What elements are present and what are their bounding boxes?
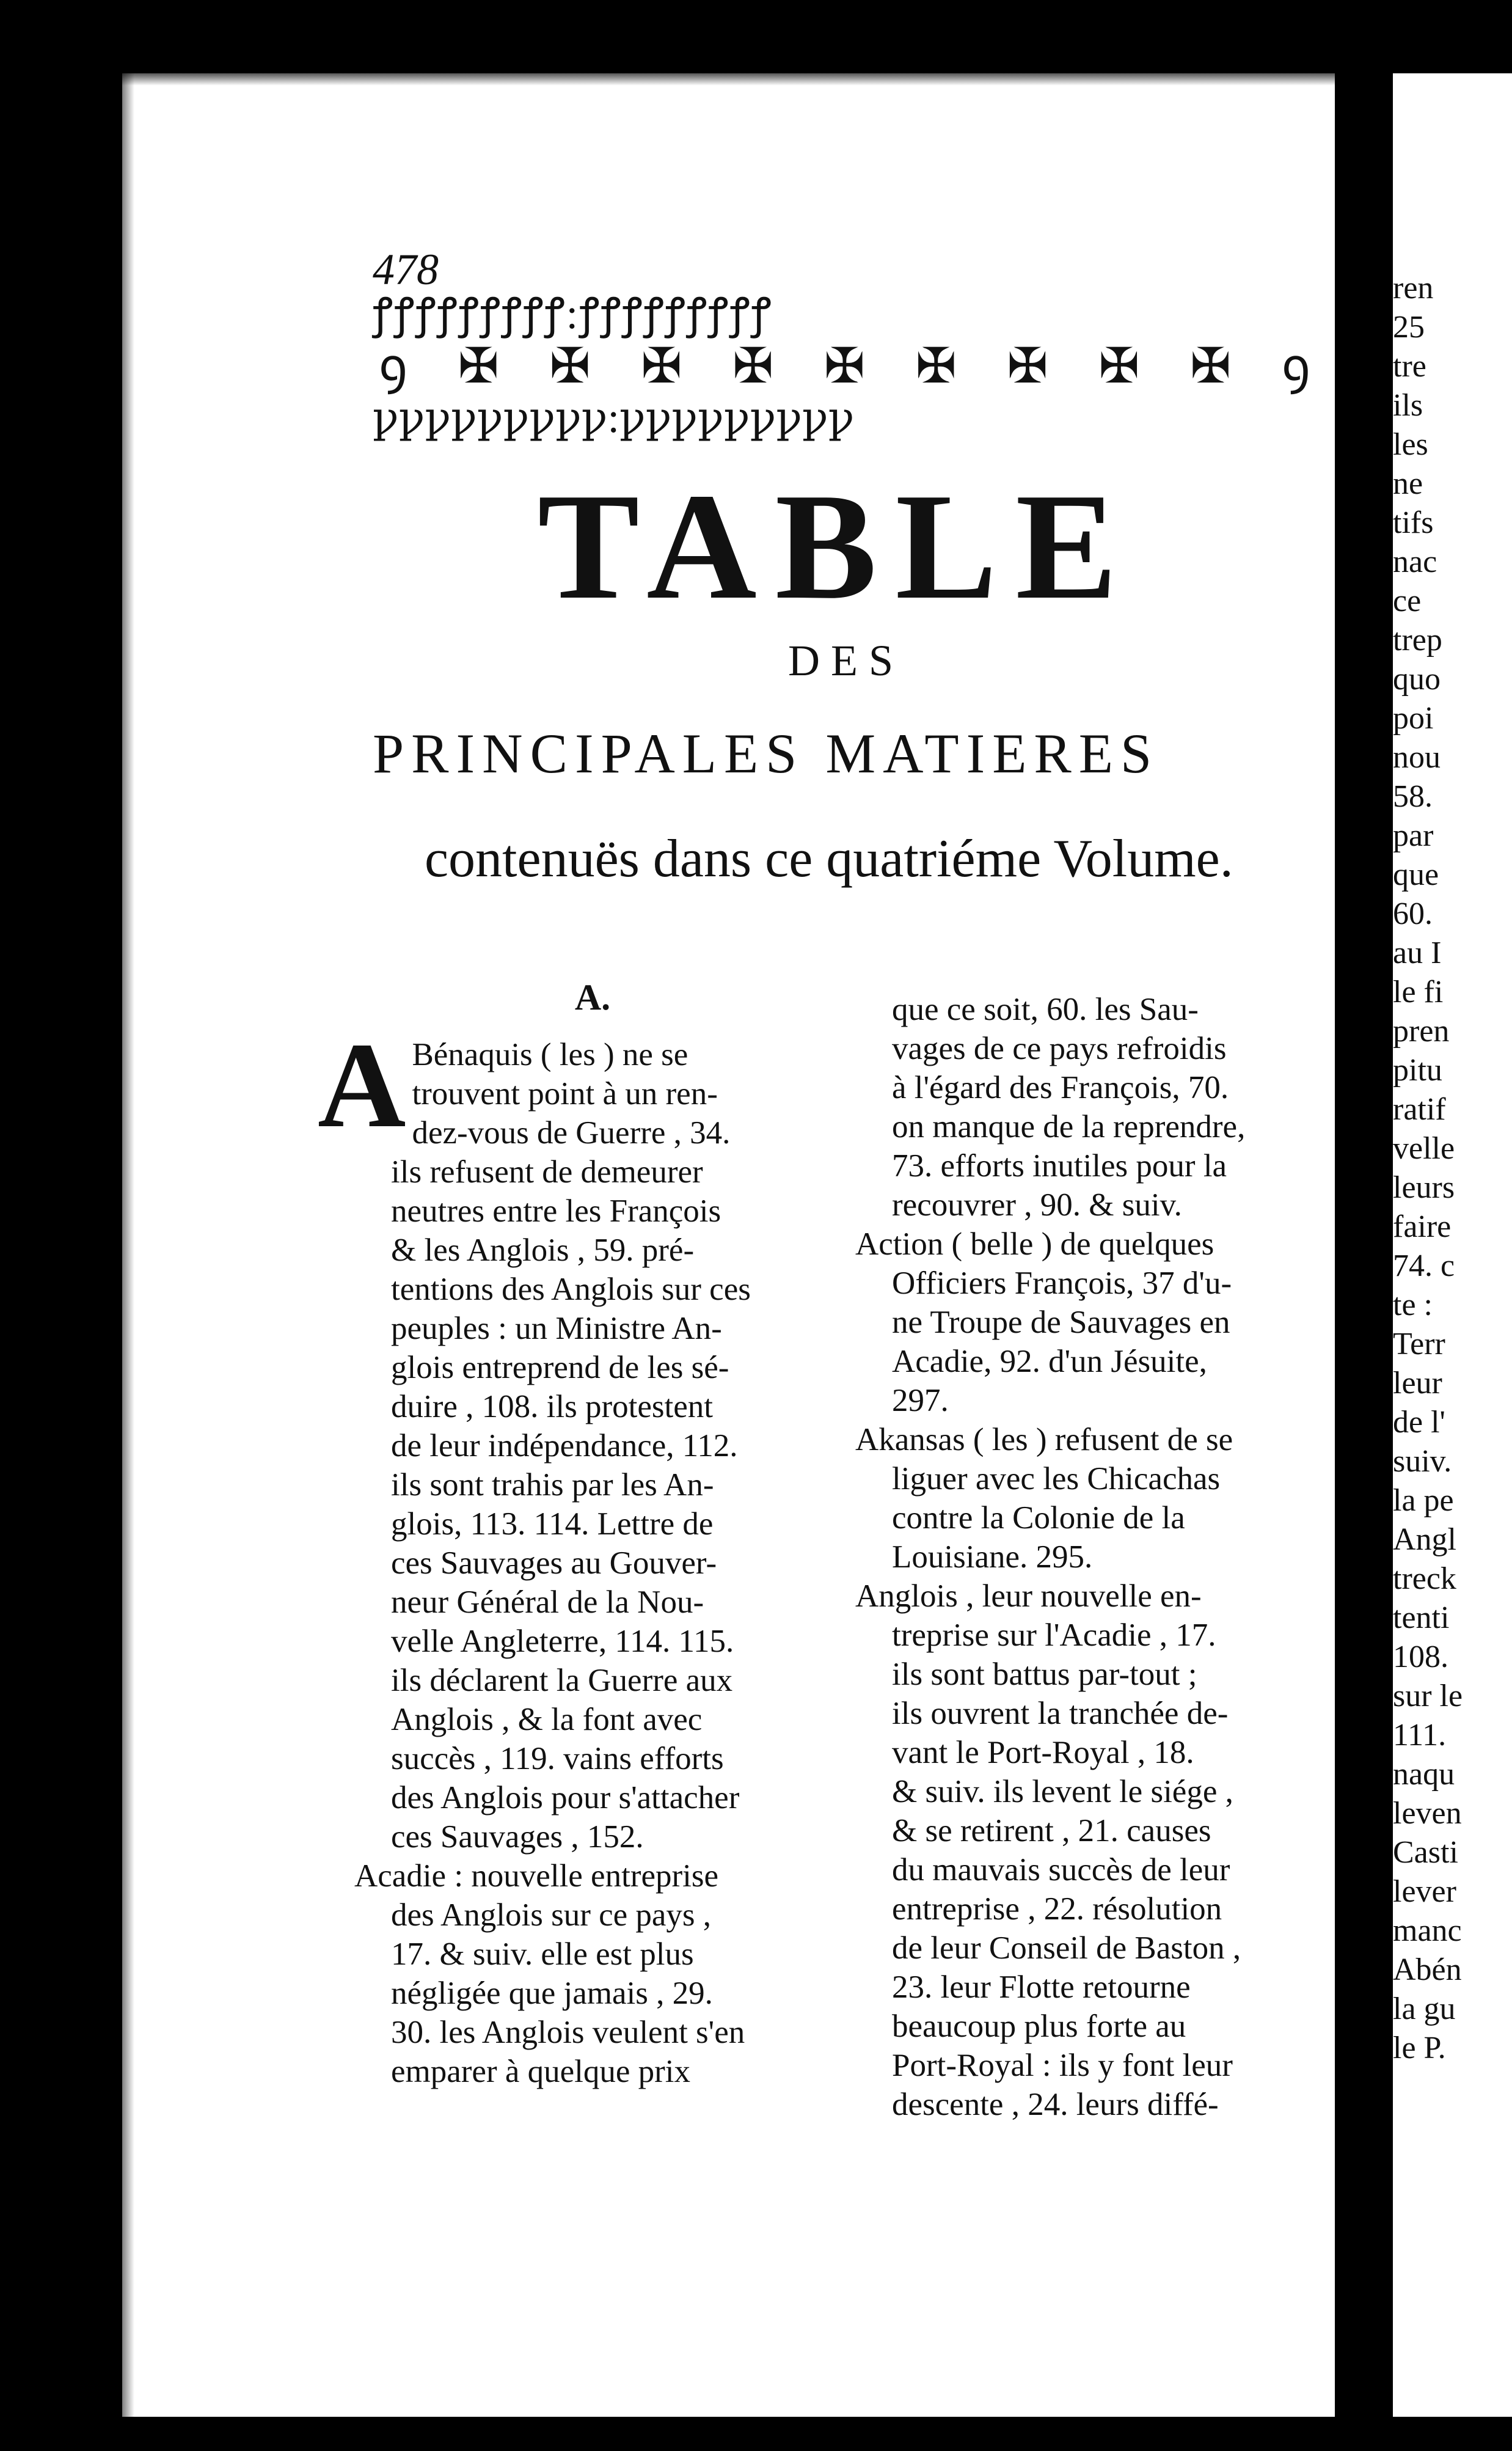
entry-line: neur Général de la Nou- <box>391 1585 704 1620</box>
entry-line: treprise sur l'Acadie , 17. <box>892 1618 1216 1653</box>
entry-line: 297. <box>892 1383 949 1418</box>
entry-line: ils ouvrent la tranchée de- <box>892 1696 1229 1731</box>
entry-line: & suiv. ils levent le siége , <box>892 1774 1233 1809</box>
entry-line: ces Sauvages au Gouver- <box>391 1545 717 1581</box>
page-number: 478 <box>373 245 439 294</box>
book-gutter <box>1335 0 1393 2451</box>
entry-line: dez-vous de Guerre , 34. <box>412 1115 731 1151</box>
facing-page-line: par <box>1393 818 1434 853</box>
entry-line: tentions des Anglois sur ces <box>391 1272 751 1307</box>
index-entry-abenaquis <box>318 1018 831 1856</box>
ornament-cross-icon: ✠ <box>458 340 499 394</box>
entry-line: on manque de la reprendre, <box>892 1109 1246 1145</box>
facing-page-line: quo <box>1393 662 1441 697</box>
entry-line: Louisiane. 295. <box>892 1539 1093 1575</box>
entry-line: ils refusent de demeurer <box>391 1154 703 1190</box>
entry-line: négligée que jamais , 29. <box>391 1976 713 2011</box>
facing-page-line: leven <box>1393 1796 1462 1831</box>
entry-line: velle Angleterre, 114. 115. <box>391 1624 734 1659</box>
entry-line: liguer avec les Chicachas <box>892 1461 1221 1497</box>
entry-line: ne Troupe de Sauvages en <box>892 1305 1230 1340</box>
ornament-cross-icon: ✠ <box>732 340 774 394</box>
entry-line: Akansas ( les ) refusent de se <box>855 1422 1233 1457</box>
entry-line: ces Sauvages , 152. <box>391 1819 644 1855</box>
index-entry-acadie-continued <box>855 990 1320 1225</box>
facing-page-line: velle <box>1393 1131 1455 1166</box>
ornament-cross-icon: ✠ <box>641 340 682 394</box>
entry-line: 73. efforts inutiles pour la <box>892 1148 1227 1184</box>
ornament-cross-icon: ✠ <box>915 340 957 394</box>
entry-line: vant le Port-Royal , 18. <box>892 1735 1194 1770</box>
entry-line: trouvent point à un ren- <box>412 1076 718 1112</box>
entry-line: Officiers François, 37 d'u- <box>892 1266 1232 1301</box>
entry-line: Port-Royal : ils y font leur <box>892 2048 1233 2083</box>
entry-line: Anglois , leur nouvelle en- <box>855 1578 1202 1614</box>
facing-page-line: au I <box>1393 936 1442 970</box>
facing-page-line: le P. <box>1393 2031 1446 2065</box>
entry-line: recouvrer , 90. & suiv. <box>892 1187 1182 1223</box>
title-description: contenuës dans ce quatriéme Volume. <box>425 829 1233 888</box>
facing-page-line: ils <box>1393 388 1423 423</box>
facing-page-line: 111. <box>1393 1718 1447 1753</box>
facing-page-line: nac <box>1393 544 1437 579</box>
index-entry-action <box>855 1225 1320 1420</box>
index-entry-anglois <box>855 1577 1320 2124</box>
facing-page-line: ce <box>1393 584 1422 618</box>
entry-line: des Anglois pour s'attacher <box>391 1780 740 1815</box>
ornament-scroll-icon: ꝯ <box>1281 340 1310 394</box>
facing-page-line: leurs <box>1393 1170 1455 1205</box>
ornament-cross-icon: ✠ <box>824 340 865 394</box>
facing-page-line: suiv. <box>1393 1444 1452 1479</box>
facing-page-line: sur le <box>1393 1679 1463 1713</box>
facing-page-line: pitu <box>1393 1053 1442 1088</box>
entry-line: 23. leur Flotte retourne <box>892 1969 1191 2005</box>
facing-page-fragment <box>1393 73 1512 2417</box>
index-entry-acadie <box>354 1856 831 2091</box>
ornament-bottom-row: ꝩꝩꝩꝩꝩꝩꝩꝩꝩ:ꝩꝩꝩꝩꝩꝩꝩꝩꝩ <box>373 395 855 442</box>
ornament-cross-icon: ✠ <box>1007 340 1048 394</box>
entry-line: neutres entre les François <box>391 1193 721 1229</box>
facing-page-line: ratif <box>1393 1092 1446 1127</box>
facing-page-line: leur <box>1393 1366 1442 1401</box>
entry-line: & se retirent , 21. causes <box>892 1813 1211 1848</box>
facing-page-line: Angl <box>1393 1522 1456 1557</box>
entry-line: 17. & suiv. elle est plus <box>391 1936 694 1972</box>
entry-line: emparer à quelque prix <box>391 2054 691 2089</box>
entry-line: Anglois , & la font avec <box>391 1702 703 1737</box>
entry-line: contre la Colonie de la <box>892 1500 1185 1536</box>
facing-page-line: faire <box>1393 1209 1452 1244</box>
entry-line: glois entreprend de les sé- <box>391 1350 729 1385</box>
index-entry-akansas <box>855 1420 1320 1577</box>
entry-line: de leur Conseil de Baston , <box>892 1930 1241 1966</box>
facing-page-line: pren <box>1393 1014 1450 1049</box>
entry-line: descente , 24. leurs diffé- <box>892 2087 1219 2122</box>
facing-page-line: nou <box>1393 740 1441 775</box>
top-scan-border <box>0 0 1512 73</box>
drop-cap: A <box>318 1018 406 1153</box>
entry-line: vages de ce pays refroidis <box>892 1031 1227 1066</box>
facing-page-line: 58. <box>1393 779 1433 814</box>
title-connector: DES <box>788 636 905 685</box>
entry-line: duire , 108. ils protestent <box>391 1389 713 1424</box>
facing-page-line: les <box>1393 427 1428 462</box>
facing-page-line: Abén <box>1393 1952 1462 1987</box>
index-column-right <box>855 990 1320 2124</box>
entry-line: succès , 119. vains efforts <box>391 1741 724 1776</box>
facing-page-line: que <box>1393 857 1439 892</box>
entry-line: de leur indépendance, 112. <box>391 1428 738 1464</box>
facing-page-line: le fi <box>1393 975 1444 1009</box>
facing-page-line: la pe <box>1393 1483 1454 1518</box>
index-column-left <box>318 977 831 2091</box>
title-subtitle: PRINCIPALES MATIERES <box>373 722 1160 785</box>
ornament-scroll-icon: ꝯ <box>379 340 407 394</box>
page-title: TABLE <box>538 462 1136 631</box>
ornament-cross-icon: ✠ <box>1190 340 1232 394</box>
facing-page-line: tifs <box>1393 505 1434 540</box>
entry-line: Acadie : nouvelle entreprise <box>354 1858 718 1894</box>
entry-line: Bénaquis ( les ) ne se <box>412 1037 688 1072</box>
facing-page-line: poi <box>1393 701 1434 736</box>
facing-page-line: tenti <box>1393 1600 1450 1635</box>
ornament-middle-row <box>373 339 1317 394</box>
section-letter: A. <box>574 977 611 1017</box>
facing-page-line: la gu <box>1393 1991 1456 2026</box>
entry-line: beaucoup plus forte au <box>892 2009 1186 2044</box>
entry-line: & les Anglois , 59. pré- <box>391 1233 695 1268</box>
decorative-header-ornament <box>373 290 1317 443</box>
entry-line: ils déclarent la Guerre aux <box>391 1663 733 1698</box>
facing-page-line: te : <box>1393 1288 1433 1322</box>
entry-line: Action ( belle ) de quelques <box>855 1226 1214 1262</box>
bottom-scan-border <box>0 2417 1512 2451</box>
entry-line: à l'égard des François, 70. <box>892 1070 1229 1105</box>
facing-page-line: naqu <box>1393 1757 1455 1792</box>
entry-line: que ce soit, 60. les Sau- <box>892 992 1199 1027</box>
entry-line: 30. les Anglois veulent s'en <box>391 2015 745 2050</box>
facing-page-line: trep <box>1393 623 1442 658</box>
facing-page-line: Terr <box>1393 1327 1445 1361</box>
ornament-cross-icon: ✠ <box>1098 340 1140 394</box>
facing-page-line: tre <box>1393 349 1426 384</box>
entry-line: ils sont battus par-tout ; <box>892 1657 1197 1692</box>
entry-line: peuples : un Ministre An- <box>391 1311 722 1346</box>
entry-line: ils sont trahis par les An- <box>391 1467 714 1503</box>
facing-page-line: manc <box>1393 1913 1462 1948</box>
facing-page-line: 60. <box>1393 896 1433 931</box>
left-scan-border <box>0 0 122 2451</box>
facing-page-line: 25 <box>1393 310 1425 345</box>
facing-page-line: de l' <box>1393 1405 1445 1440</box>
ornament-cross-icon: ✠ <box>549 340 591 394</box>
facing-page-line: ne <box>1393 466 1423 501</box>
ornament-top-row: ꝭꝭꝭꝭꝭꝭꝭꝭꝭ:ꝭꝭꝭꝭꝭꝭꝭꝭꝭ <box>373 291 773 338</box>
facing-page-line: 74. c <box>1393 1248 1455 1283</box>
entry-line: entreprise , 22. résolution <box>892 1891 1222 1927</box>
facing-page-line: 108. <box>1393 1639 1448 1674</box>
facing-page-line: Casti <box>1393 1835 1458 1870</box>
facing-page-line: ren <box>1393 271 1434 306</box>
entry-line: des Anglois sur ce pays , <box>391 1897 712 1933</box>
facing-page-text <box>1393 269 1463 2068</box>
entry-line: du mauvais succès de leur <box>892 1852 1230 1888</box>
facing-page-line: treck <box>1393 1561 1456 1596</box>
entry-line: Acadie, 92. d'un Jésuite, <box>892 1344 1207 1379</box>
facing-page-line: lever <box>1393 1874 1456 1909</box>
entry-line: glois, 113. 114. Lettre de <box>391 1506 714 1542</box>
